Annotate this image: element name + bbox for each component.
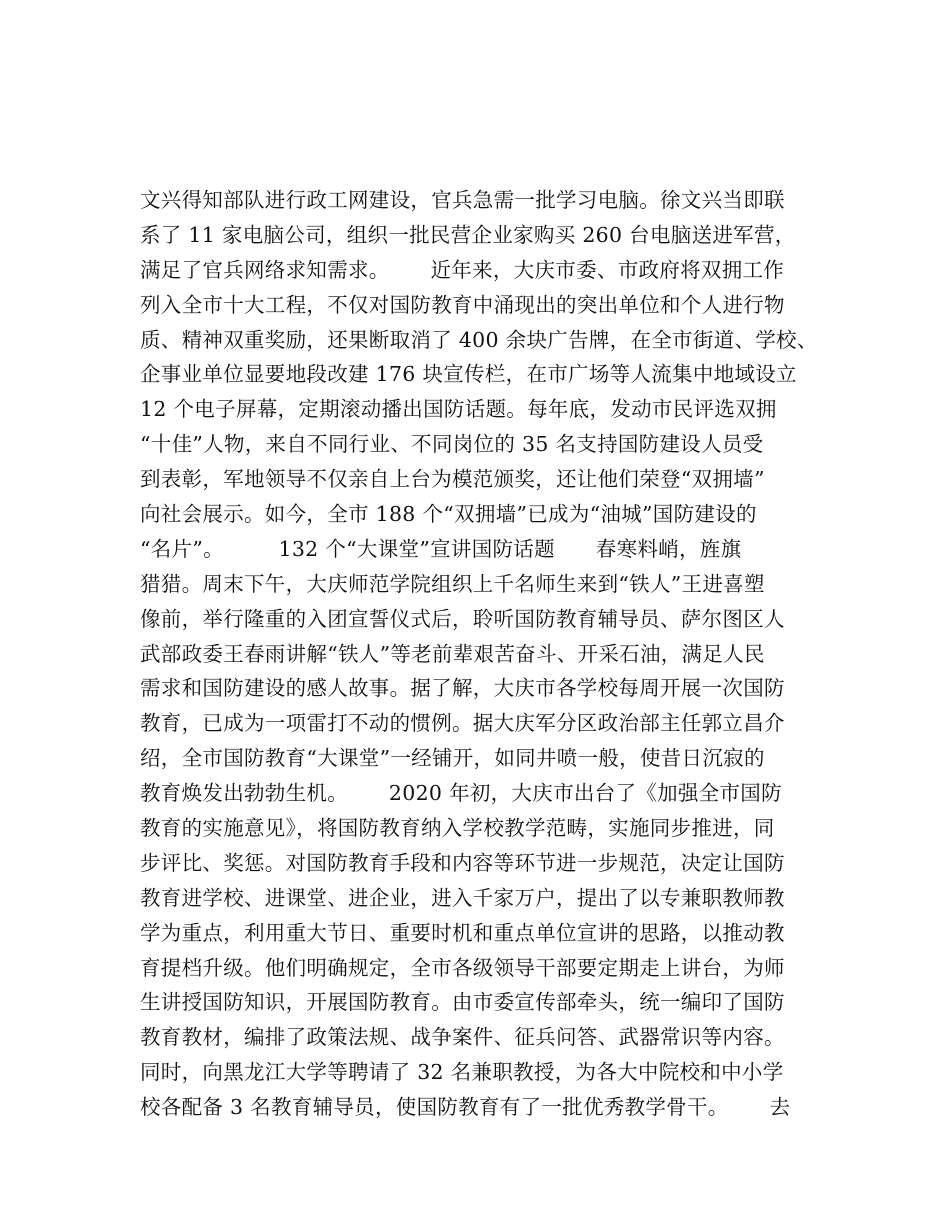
text-line: 教育的实施意见》，将国防教育纳入学校教学范畴，实施同步推进，同	[140, 816, 775, 841]
text-line: 企事业单位显要地段改建 176 块宣传栏，在市广场等人流集中地域设立	[140, 362, 797, 387]
text-line: 武部政委王春雨讲解“铁人”等老前辈艰苦奋斗、开采石油，满足人民	[140, 641, 765, 666]
text-line: 同时，向黑龙江大学等聘请了 32 名兼职教授，为各大中院校和中小学	[140, 1060, 784, 1085]
text-line: 教育进学校、进课堂、进企业，进入千家万户，提出了以专兼职教师教	[140, 885, 785, 910]
text-line: 到表彰，军地领导不仅亲自上台为模范颁奖，还让他们荣登“双拥墙”	[140, 467, 765, 492]
text-line: 列入全市十大工程，不仅对国防教育中涌现出的突出单位和个人进行物	[140, 292, 785, 317]
text-line: 像前，举行隆重的入团宣誓仪式后，聆听国防教育辅导员、萨尔图区人	[140, 606, 785, 631]
text-line: 满足了官兵网络求知需求。 近年来，大庆市委、市政府将双拥工作	[140, 257, 785, 282]
body-text	[140, 183, 820, 1125]
text-line: “十佳”人物，来自不同行业、不同岗位的 35 名支持国防建设人员受	[140, 432, 764, 457]
text-line: 向社会展示。如今，全市 188 个“双拥墙”已成为“油城”国防建设的	[140, 502, 757, 527]
text-line: 校各配备 3 名教育辅导员，使国防教育有了一批优秀教学骨干。 去	[140, 1095, 791, 1120]
text-line: 文兴得知部队进行政工网建设，官兵急需一批学习电脑。徐文兴当即联	[140, 188, 785, 212]
text-line: 教育焕发出勃勃生机。 2020 年初，大庆市出台了《加强全市国防	[140, 781, 782, 806]
text-line: 系了 11 家电脑公司，组织一批民营企业家购买 260 台电脑送进军营，	[140, 222, 796, 247]
text-line: 需求和国防建设的感人故事。据了解，大庆市各学校每周开展一次国防	[140, 676, 785, 701]
text-line: “名片”。 132 个“大课堂”宣讲国防话题 春寒料峭，旌旗	[140, 536, 742, 561]
text-line: 教育，已成为一项雷打不动的惯例。据大庆军分区政治部主任郭立昌介	[140, 711, 785, 736]
text-line: 教育教材，编排了政策法规、战争案件、征兵问答、武器常识等内容。	[140, 1025, 785, 1050]
text-line: 步评比、奖惩。对国防教育手段和内容等环节进一步规范，决定让国防	[140, 850, 785, 875]
text-line: 猎猎。周末下午，大庆师范学院组织上千名师生来到“铁人”王进喜塑	[140, 571, 765, 596]
text-line: 育提档升级。他们明确规定，全市各级领导干部要定期走上讲台，为师	[140, 955, 785, 980]
text-line: 质、精神双重奖励，还果断取消了 400 余块广告牌，在全市街道、学校、	[140, 327, 818, 352]
text-line: 12 个电子屏幕，定期滚动播出国防话题。每年底，发动市民评选双拥	[140, 397, 777, 422]
text-line: 学为重点，利用重大节日、重要时机和重点单位宣讲的思路，以推动教	[140, 920, 785, 945]
text-line: 生讲授国防知识，开展国防教育。由市委宣传部牵头，统一编印了国防	[140, 990, 785, 1015]
text-line: 绍，全市国防教育“大课堂”一经铺开，如同井喷一般，使昔日沉寂的	[140, 746, 765, 771]
